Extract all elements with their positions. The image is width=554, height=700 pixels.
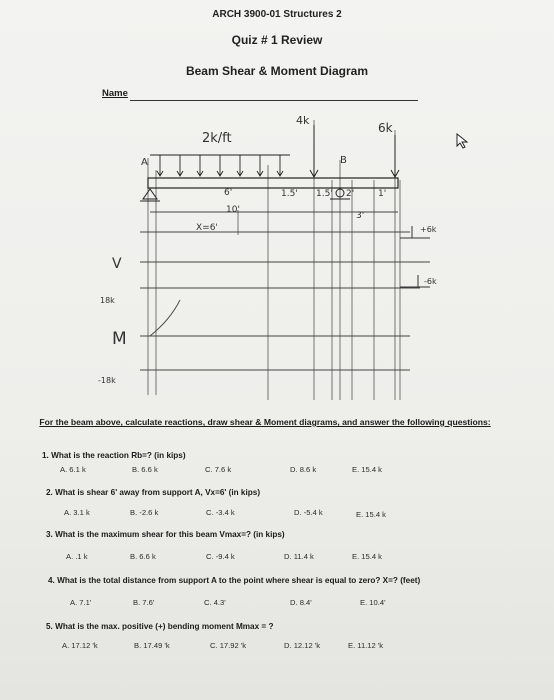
- q3-option-c[interactable]: C. -9.4 k: [206, 552, 235, 561]
- support-b-label: B: [340, 155, 347, 166]
- support-a-label: A: [141, 157, 148, 168]
- dim-6-label: 6': [224, 188, 233, 198]
- instructions: For the beam above, calculate reactions, draw shear & Moment diagrams, and answer the following questions:: [39, 417, 491, 427]
- x-mark-label: X=6': [196, 223, 218, 233]
- question-4-text: What is the total distance from support A to the point where shear is equal to zero? X=? (feet): [57, 576, 421, 585]
- beam: [148, 178, 398, 188]
- q5-option-c[interactable]: C. 17.92 'k: [210, 641, 247, 650]
- q2-option-e[interactable]: E. 15.4 k: [356, 510, 386, 519]
- question-2-number: 2.: [46, 488, 53, 497]
- question-1-text: What is the reaction Rb=? (in kips): [51, 451, 186, 460]
- q2-option-c[interactable]: C. -3.4 k: [206, 508, 235, 517]
- q4-option-a[interactable]: A. 7.1': [70, 598, 92, 607]
- name-label: Name: [102, 88, 128, 99]
- question-1: [42, 451, 186, 460]
- moment-curve: [150, 300, 180, 336]
- q3-option-d[interactable]: D. 11.4 k: [284, 552, 314, 561]
- quiz-title: Quiz # 1 Review: [231, 33, 323, 47]
- grid-verticals: [148, 120, 400, 400]
- question-2: [46, 488, 260, 497]
- question-5-number: 5.: [46, 622, 53, 631]
- q5-option-e[interactable]: E. 11.12 'k: [348, 641, 384, 650]
- load-distributed-label: 2k/ft: [202, 131, 232, 146]
- q5-option-a[interactable]: A. 17.12 'k: [62, 641, 98, 650]
- distributed-load: [150, 155, 290, 176]
- question-4: [48, 576, 420, 585]
- q2-option-d[interactable]: D. -5.4 k: [294, 508, 323, 517]
- shear-pos-label: +6k: [420, 225, 437, 234]
- moment-neg-label: -18k: [98, 376, 116, 385]
- q5-option-d[interactable]: D. 12.12 'k: [284, 641, 321, 650]
- q4-option-b[interactable]: B. 7.6': [133, 598, 155, 607]
- q2-option-a[interactable]: A. 3.1 k: [64, 508, 90, 517]
- grid-horizontals: [140, 212, 430, 370]
- q4-option-e[interactable]: E. 10.4': [360, 598, 386, 607]
- q5-option-b[interactable]: B. 17.49 'k: [134, 641, 170, 650]
- q1-option-c[interactable]: C. 7.6 k: [205, 465, 232, 474]
- q4-option-d[interactable]: D. 8.4': [290, 598, 312, 607]
- dim-1-5-b-label: 1.5': [316, 189, 333, 199]
- question-4-number: 4.: [48, 576, 55, 585]
- q3-option-e[interactable]: E. 15.4 k: [352, 552, 382, 561]
- dim-10-label: 10': [226, 205, 240, 215]
- moment-pos-label: 18k: [100, 296, 115, 305]
- m-label: M: [112, 329, 127, 349]
- load-point-1-label: 4k: [296, 114, 310, 127]
- q1-option-e[interactable]: E. 15.4 k: [352, 465, 382, 474]
- question-2-text: What is shear 6' away from support A, Vx=6' (in kips): [55, 488, 261, 497]
- course-title: ARCH 3900-01 Structures 2: [212, 9, 342, 20]
- dim-1-label: 1': [378, 189, 387, 199]
- dim-2-label: 2': [346, 189, 355, 199]
- q1-option-d[interactable]: D. 8.6 k: [290, 465, 317, 474]
- q1-option-a[interactable]: A. 6.1 k: [60, 465, 86, 474]
- q3-option-b[interactable]: B. 6.6 k: [130, 552, 156, 561]
- topic-title: Beam Shear & Moment Diagram: [185, 64, 369, 78]
- q1-option-b[interactable]: B. 6.6 k: [132, 465, 158, 474]
- dim-3-label: 3': [356, 211, 365, 221]
- question-5-text: What is the max. positive (+) bending moment Mmax = ?: [55, 622, 274, 631]
- q4-option-c[interactable]: C. 4.3': [204, 598, 226, 607]
- v-label: V: [112, 256, 122, 272]
- dim-1-5-a-label: 1.5': [281, 189, 298, 199]
- shear-neg-label: -6k: [424, 277, 437, 286]
- q3-option-a[interactable]: A. .1 k: [66, 552, 88, 561]
- load-point-2-label: 6k: [378, 121, 393, 135]
- question-3-text: What is the maximum shear for this beam Vmax=? (in kips): [55, 530, 285, 539]
- q2-option-b[interactable]: B. -2.6 k: [130, 508, 159, 517]
- pointer-cursor-icon: [456, 133, 470, 149]
- question-3-number: 3.: [46, 530, 53, 539]
- question-1-number: 1.: [42, 451, 49, 460]
- question-5: [46, 622, 274, 631]
- question-3: [46, 530, 285, 539]
